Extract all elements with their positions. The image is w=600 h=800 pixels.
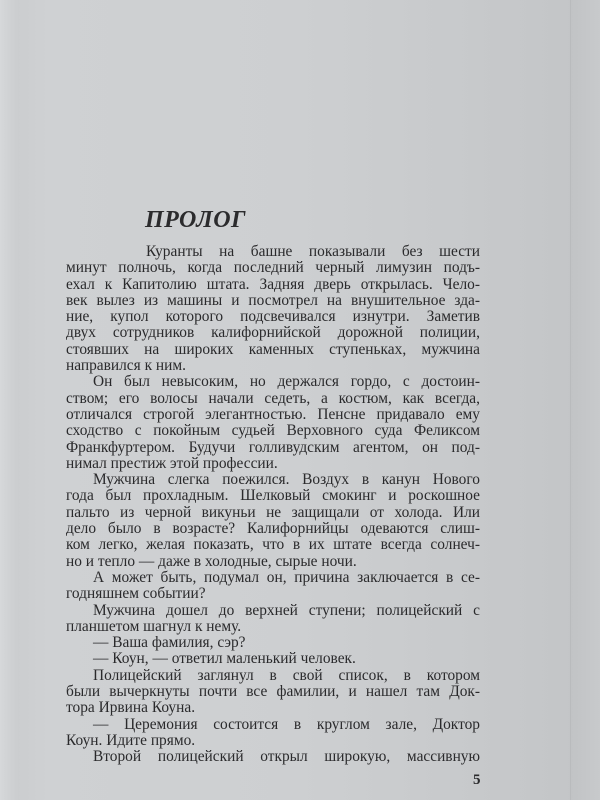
text-line: сходство с покойным судьей Верховного суда Феликсом	[66, 422, 480, 440]
text-line: ние, купол которого подсвечивался изнутри. Заметив	[66, 308, 480, 326]
text-line: Куранты на башне показывали без шести	[146, 243, 480, 260]
page-right-edge	[570, 0, 600, 800]
text-line: направился к ним.	[66, 357, 186, 375]
page-number: 5	[473, 772, 481, 788]
text-line: годняшнем событии?	[66, 585, 206, 603]
text-line: Второй полицейский открыл широкую, массивную	[93, 748, 480, 766]
text-line: ством; его волосы начали седеть, а костюм, как всегда,	[66, 389, 480, 407]
text-line: дело было в возрасте? Калифорнийцы одеваются слиш-	[66, 520, 480, 538]
text-line: двух сотрудников калифорнийской дорожной полиции,	[66, 324, 480, 342]
text-line: отличался строгой элегантностью. Пенсне придавало ему	[66, 405, 480, 423]
text-line: нимал престиж этой профессии.	[66, 454, 278, 472]
text-line: были вычеркнуты почти все фамилии, и нашел там Док-	[66, 683, 480, 701]
dialogue-line: — Коун, — ответил маленький человек.	[93, 650, 356, 668]
text-line: А может быть, подумал он, причина заключается в се-	[93, 568, 480, 586]
text-line: планшетом шагнул к нему.	[66, 617, 242, 635]
text-line: Полицейский заглянул в свой список, в котором	[93, 666, 480, 684]
chapter-title: ПРОЛОГ	[145, 207, 247, 233]
body-text	[66, 244, 480, 766]
text-line: ехал к Капитолию штата. Задняя дверь открылась. Чело-	[66, 275, 480, 293]
page-left-shading	[0, 0, 18, 800]
text-line: век вылез из машины и посмотрел на внушительное зда-	[66, 291, 480, 309]
text-line: стоявших на широких каменных ступеньках, мужчина	[66, 340, 480, 358]
text-line: пальто из черной викуньи не защищали от холода. Или	[66, 503, 480, 521]
text-line: Мужчина дошел до верхней ступени; полицейский с	[93, 601, 480, 619]
text-line: ком легко, желая показать, что в их штате всегда солнеч-	[66, 536, 480, 554]
text-line: минут полночь, когда последний черный лимузин подъ-	[66, 259, 480, 277]
dialogue-line: Коун. Идите прямо.	[66, 731, 196, 749]
text-line: Он был невысоким, но держался гордо, с достоин-	[93, 373, 480, 391]
text-line: но и тепло — даже в холодные, сырые ночи.	[66, 552, 357, 570]
text-line: Мужчина слегка поежился. Воздух в канун Нового	[93, 471, 480, 489]
text-line: тора Ирвина Коуна.	[66, 699, 196, 717]
text-line: Франкфуртером. Будучи голливудским агентом, он под-	[66, 438, 480, 456]
dialogue-line: — Церемония состоится в круглом зале, Доктор	[93, 715, 480, 733]
dialogue-line: — Ваша фамилия, сэр?	[93, 634, 246, 652]
text-line: года был прохладным. Шелковый смокинг и роскошное	[66, 487, 480, 505]
